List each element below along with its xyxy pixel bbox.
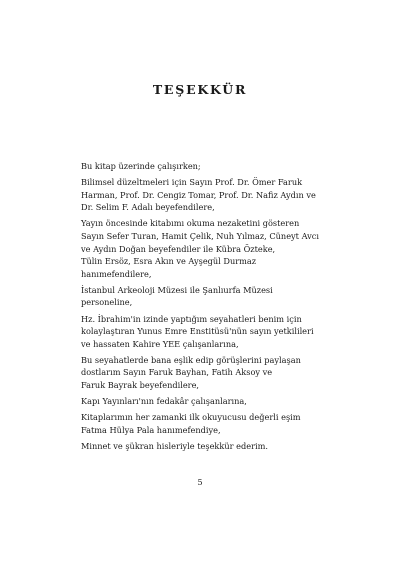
acknowledgements-body [81, 160, 341, 456]
paragraph-yunus-emre-institute: Hz. İbrahim'in izinde yaptığım seyahatleri benim için kolaylaştıran Yunus Emre Enstitüsü'nün sayın yetkilileri ve hassaten Kahire YEE çalışanlarına, [81, 313, 314, 349]
paragraph-spouse: Kitaplarımın her zamanki ilk okuyucusu değerli eşim Fatma Hülya Pala hanımefendiye, [81, 412, 301, 435]
paragraph-travel-companions: Bu seyahatlerde bana eşlik edip görüşlerini paylaşan dostlarım Sayın Faruk Bayhan, Fatih Aksoy ve Faruk Bayrak beyefendilere, [81, 354, 301, 390]
paragraph-closing: Minnet ve şükran hisleriyle teşekkür ederim. [81, 440, 268, 451]
page-title: TEŞEKKÜR [152, 82, 248, 97]
paragraph-scientific-corrections: Bilimsel düzeltmeleri için Sayın Prof. Dr. Ömer Faruk Harman, Prof. Dr. Cengiz Tomar, Prof. Dr. Nafiz Aydın ve Dr. Selim F. Adalı beyefendilere, [81, 177, 316, 213]
page-number: 5 [197, 478, 203, 487]
paragraph-pre-publication-readers: Yayın öncesinde kitabımı okuma nezaketini gösteren Sayın Sefer Turan, Hamit Çelik, Nuh Yılmaz, Cüneyt Avcı ve Aydın Doğan beyefendiler ile Kübra Özteke, Tülin Ersöz, Esra Akın ve Ayşegül Durmaz hanımefendilere, [81, 218, 319, 279]
paragraph-intro: Bu kitap üzerinde çalışırken; [81, 161, 201, 171]
paragraph-publisher-staff: Kapı Yayınları'nın fedakâr çalışanlarına, [81, 396, 247, 407]
paragraph-museum-staff: İstanbul Arkeoloji Müzesi ile Şanlıurfa Müzesi personeline, [81, 284, 273, 308]
